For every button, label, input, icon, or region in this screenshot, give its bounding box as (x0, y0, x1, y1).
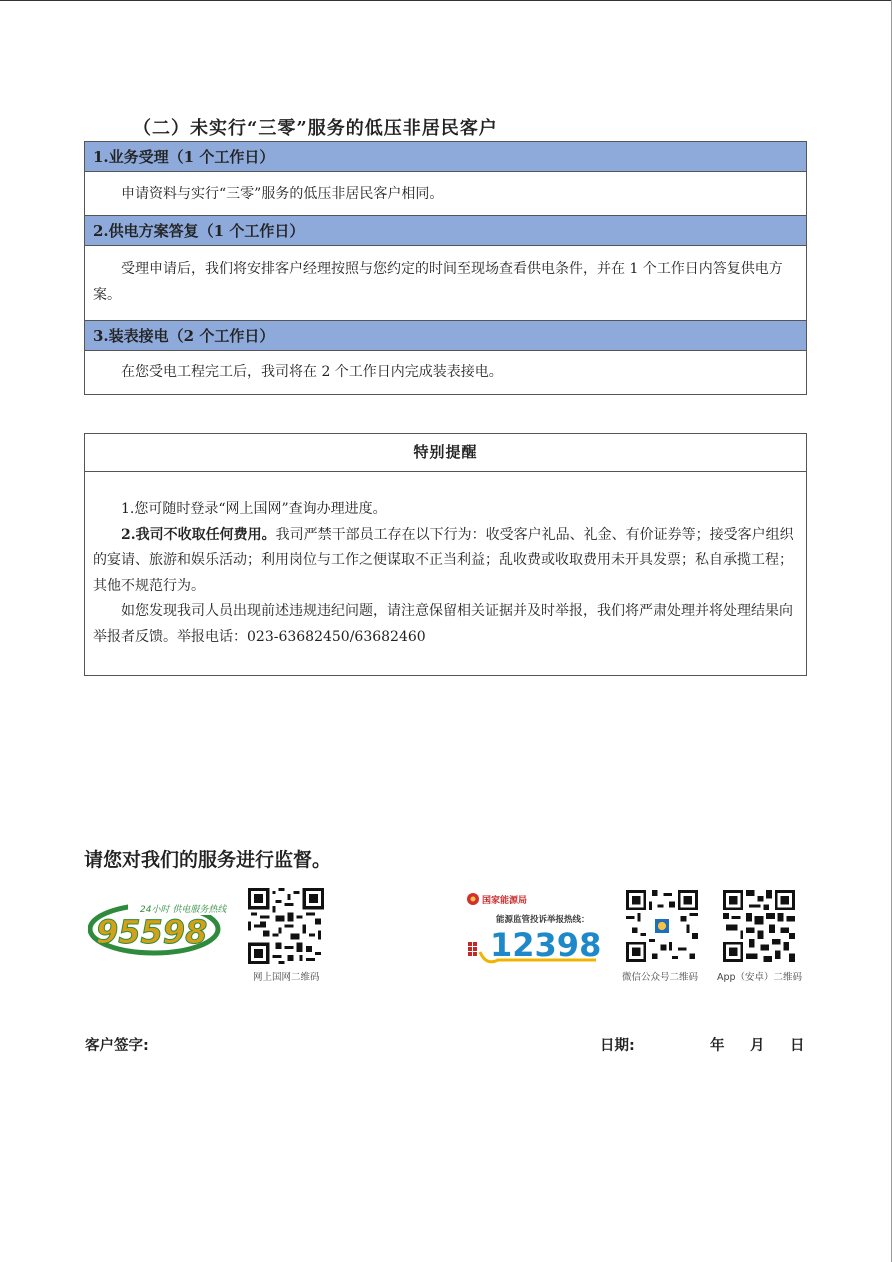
app-qr-caption: App（安卓）二维码 (717, 972, 803, 983)
app-qr-code-icon (723, 890, 795, 962)
page-top-border (0, 0, 892, 1)
logo-95598-number: 95598 (96, 913, 208, 951)
step-1-title: 1.业务受理（1 个工作日） (85, 142, 806, 172)
date-year-label: 年 (710, 1038, 725, 1054)
logo-95598-graphic (88, 895, 228, 957)
hotline-95598-logo (88, 895, 228, 957)
steps-table (84, 141, 807, 395)
logo-12398-hotline-label: 能源监管投诉举报热线： (496, 915, 590, 925)
supervise-heading: 请您对我们的服务进行监督。 (84, 849, 332, 871)
reminder-item-2 (93, 523, 798, 600)
logo-12398-number: 12398 (490, 926, 602, 964)
section-title: （二）未实行“三零”服务的低压非居民客户 (133, 118, 498, 139)
reminder-item-2-bold: 2.我司不收取任何费用。 (121, 526, 276, 543)
date-month-label: 月 (750, 1038, 765, 1054)
step-2-title: 2.供电方案答复（1 个工作日） (85, 216, 806, 246)
wechat-qr-code-icon (626, 890, 698, 962)
reminder-body (85, 472, 806, 650)
step-3-title: 3.装表接电（2 个工作日） (85, 321, 806, 351)
wechat-qr-caption: 微信公众号二维码 (622, 972, 699, 983)
reminder-item-3: 如您发现我司人员出现前述违规违纪问题，请注意保留相关证据并及时举报，我们将严肃处理并将处理结果向举报者反馈。举报电话：023-63682450/63682460 (93, 603, 793, 645)
logo-95598-tagline: 24小时 供电服务热线 (140, 905, 227, 915)
hotline-12398-logo (464, 890, 604, 968)
special-reminder-box (84, 433, 807, 676)
date-day-label: 日 (790, 1038, 805, 1054)
date-label: 日期: (600, 1038, 635, 1054)
reminder-item-2-rest: 我司严禁干部员工存在以下行为：收受客户礼品、礼金、有价证券等；接受客户组织的宴请、旅游和娱乐活动；利用岗位与工作之便谋取不正当利益；乱收费或收取费用未开具发票；私自承揽工程；其他不规范行为。 (93, 526, 794, 594)
step-2-body: 受理申请后，我们将安排客户经理按照与您约定的时间至现场查看供电条件，并在 1 个工作日内答复供电方案。 (85, 246, 806, 321)
step-1-body: 申请资料与实行“三零”服务的低压非居民客户相同。 (85, 172, 806, 216)
wsgw-qr-caption: 网上国网二维码 (253, 972, 320, 983)
logo-12398-org: 国家能源局 (482, 896, 528, 906)
reminder-title: 特别提醒 (85, 434, 806, 472)
step-3-body: 在您受电工程完工后，我司将在 2 个工作日内完成装表接电。 (121, 364, 503, 380)
reminder-item-1: 1.您可随时登录“网上国网”查询办理进度。 (121, 501, 387, 517)
customer-signature-label: 客户签字: (85, 1038, 149, 1054)
wsgw-qr-code-icon (248, 888, 324, 964)
logo-12398-graphic (464, 890, 604, 968)
